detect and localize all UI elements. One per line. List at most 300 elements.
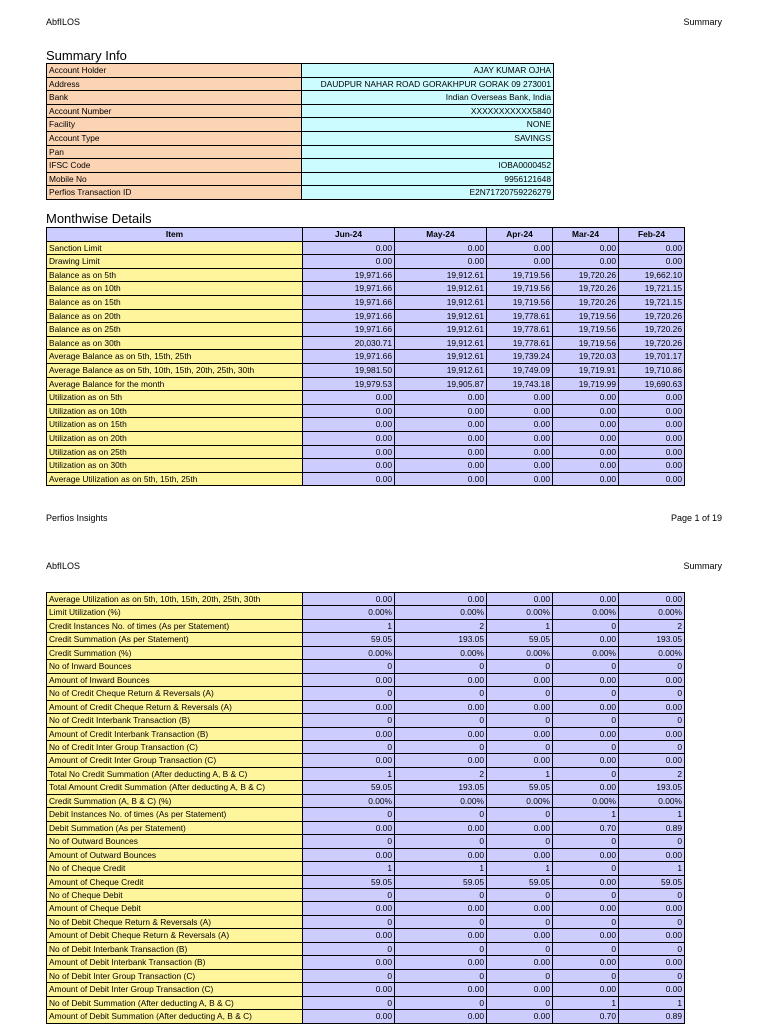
summary-info-table (46, 63, 554, 200)
row-label: Utilization as on 10th (47, 404, 303, 418)
summary-value: NONE (302, 118, 554, 132)
row-label: Sanction Limit (47, 241, 303, 255)
row-label: Average Balance for the month (47, 377, 303, 391)
row-label: Credit Summation (%) (47, 646, 303, 659)
row-value: 19,719.56 (487, 295, 553, 309)
row-value: 193.05 (619, 633, 685, 646)
table-row (47, 888, 685, 901)
row-value: 59.05 (395, 875, 487, 888)
row-value: 1 (619, 808, 685, 821)
row-label: Drawing Limit (47, 255, 303, 269)
row-value: 0 (487, 888, 553, 901)
row-value: 0 (395, 740, 487, 753)
summary-value: E2N71720759226279 (302, 186, 554, 200)
row-value: 19,719.99 (553, 377, 619, 391)
summary-label: Bank (47, 91, 302, 105)
row-value: 0 (303, 969, 395, 982)
row-value: 0.00 (395, 459, 487, 473)
table-row (47, 268, 685, 282)
row-label: No of Credit Inter Group Transaction (C) (47, 740, 303, 753)
row-value: 0 (553, 942, 619, 955)
row-value: 0.00 (619, 754, 685, 767)
summary-label: Pan (47, 145, 302, 159)
row-value: 0.00 (487, 404, 553, 418)
row-label: Balance as on 10th (47, 282, 303, 296)
row-value: 0 (395, 996, 487, 1009)
table-row (47, 459, 685, 473)
summary-value: Indian Overseas Bank, India (302, 91, 554, 105)
row-value: 0.00 (553, 241, 619, 255)
row-label: No of Cheque Debit (47, 888, 303, 901)
row-value: 0.00 (395, 445, 487, 459)
table-row (47, 983, 685, 996)
table-row (47, 687, 685, 700)
row-value: 1 (487, 767, 553, 780)
row-value: 0 (303, 687, 395, 700)
table-row (47, 445, 685, 459)
row-value: 0 (395, 835, 487, 848)
row-value: 0.00% (553, 646, 619, 659)
row-label: Debit Instances No. of times (As per Statement) (47, 808, 303, 821)
row-value: 19,710.86 (619, 363, 685, 377)
column-header: Jun-24 (303, 228, 395, 242)
row-value: 0.00 (619, 418, 685, 432)
table-row (47, 848, 685, 861)
monthwise-details-table (46, 227, 685, 486)
row-value: 0.00 (395, 956, 487, 969)
row-value: 0.00 (395, 241, 487, 255)
row-value: 0.00% (303, 646, 395, 659)
column-header: Feb-24 (619, 228, 685, 242)
row-value: 0.00 (619, 673, 685, 686)
row-label: No of Debit Interbank Transaction (B) (47, 942, 303, 955)
row-value: 0.00 (619, 983, 685, 996)
row-value: 2 (619, 619, 685, 632)
row-label: No of Debit Cheque Return & Reversals (A) (47, 915, 303, 928)
summary-row (47, 91, 554, 105)
row-value: 0.00 (619, 902, 685, 915)
column-header: Apr-24 (487, 228, 553, 242)
row-value: 0 (303, 714, 395, 727)
row-value: 0.70 (553, 1010, 619, 1023)
row-value: 0.00 (395, 754, 487, 767)
row-value: 2 (395, 619, 487, 632)
summary-row (47, 131, 554, 145)
row-value: 19,720.26 (619, 336, 685, 350)
row-value: 0.00 (395, 983, 487, 996)
row-value: 59.05 (487, 875, 553, 888)
row-value: 0.00% (303, 606, 395, 619)
row-value: 0.00% (487, 646, 553, 659)
row-value: 0.00 (553, 459, 619, 473)
row-value: 0.00 (619, 929, 685, 942)
row-value: 0.00 (303, 391, 395, 405)
row-value: 19,912.61 (395, 295, 487, 309)
table-row (47, 781, 685, 794)
row-value: 19,720.26 (619, 309, 685, 323)
row-value: 0.00 (619, 459, 685, 473)
column-header: Item (47, 228, 303, 242)
row-value: 0.00 (553, 956, 619, 969)
table-row (47, 472, 685, 486)
row-value: 0.00 (487, 956, 553, 969)
row-value: 59.05 (303, 875, 395, 888)
summary-row (47, 186, 554, 200)
row-label: Average Balance as on 5th, 10th, 15th, 20th, 25th, 30th (47, 363, 303, 377)
row-label: No of Credit Interbank Transaction (B) (47, 714, 303, 727)
row-value: 0 (553, 619, 619, 632)
summary-row (47, 118, 554, 132)
row-value: 0.00 (619, 727, 685, 740)
row-value: 19,971.66 (303, 295, 395, 309)
row-value: 0 (395, 915, 487, 928)
row-value: 0.89 (619, 821, 685, 834)
row-value: 0 (487, 808, 553, 821)
row-value: 0.00 (619, 445, 685, 459)
row-value: 0.00 (303, 255, 395, 269)
row-label: Amount of Credit Interbank Transaction (B) (47, 727, 303, 740)
row-value: 0 (395, 888, 487, 901)
row-value: 19,720.26 (553, 282, 619, 296)
row-label: No of Outward Bounces (47, 835, 303, 848)
row-value: 19,778.61 (487, 323, 553, 337)
row-value: 19,912.61 (395, 336, 487, 350)
row-value: 0.00 (303, 848, 395, 861)
table-row (47, 282, 685, 296)
row-value: 193.05 (395, 633, 487, 646)
monthwise-details-title: Monthwise Details (46, 211, 152, 226)
row-value: 0.00 (553, 875, 619, 888)
row-value: 0.00 (553, 445, 619, 459)
table-row (47, 915, 685, 928)
row-value: 0 (487, 687, 553, 700)
row-value: 0.00 (553, 633, 619, 646)
row-value: 19,720.03 (553, 350, 619, 364)
summary-label: Perfios Transaction ID (47, 186, 302, 200)
row-value: 0.00 (553, 593, 619, 606)
row-value: 0.00 (395, 727, 487, 740)
row-value: 0.00 (553, 929, 619, 942)
row-value: 0 (487, 942, 553, 955)
table-row (47, 660, 685, 673)
summary-row (47, 77, 554, 91)
row-label: Total Amount Credit Summation (After deducting A, B & C) (47, 781, 303, 794)
summary-label: Address (47, 77, 302, 91)
row-value: 0.00% (487, 794, 553, 807)
row-value: 59.05 (487, 633, 553, 646)
table-row (47, 418, 685, 432)
table-row (47, 767, 685, 780)
row-value: 0.00 (619, 431, 685, 445)
row-value: 0 (619, 969, 685, 982)
row-value: 19,971.66 (303, 309, 395, 323)
row-value: 0 (487, 740, 553, 753)
row-label: Amount of Outward Bounces (47, 848, 303, 861)
row-label: Amount of Credit Inter Group Transaction (C) (47, 754, 303, 767)
row-value: 19,719.56 (553, 309, 619, 323)
row-value: 59.05 (487, 781, 553, 794)
row-value: 19,912.61 (395, 268, 487, 282)
row-value: 0.00% (619, 646, 685, 659)
row-value: 0.00 (487, 983, 553, 996)
row-label: Amount of Credit Cheque Return & Reversals (A) (47, 700, 303, 713)
page1-footer-right: Page 1 of 19 (670, 513, 722, 523)
row-value: 0.00 (553, 255, 619, 269)
summary-value: 9956121648 (302, 172, 554, 186)
row-value: 0.00 (487, 472, 553, 486)
row-value: 0.00 (395, 391, 487, 405)
row-value: 0.00 (487, 445, 553, 459)
row-value: 0 (619, 915, 685, 928)
row-value: 0 (553, 969, 619, 982)
row-value: 0.00 (553, 700, 619, 713)
summary-label: IFSC Code (47, 159, 302, 173)
table-row (47, 404, 685, 418)
row-value: 2 (395, 767, 487, 780)
row-label: Utilization as on 25th (47, 445, 303, 459)
table-row (47, 309, 685, 323)
row-value: 0 (303, 888, 395, 901)
table-row (47, 391, 685, 405)
row-label: Credit Instances No. of times (As per Statement) (47, 619, 303, 632)
table-row (47, 862, 685, 875)
row-value: 19,719.56 (487, 268, 553, 282)
row-label: No of Credit Cheque Return & Reversals (A) (47, 687, 303, 700)
page2-header-right: Summary (683, 561, 722, 571)
table-row (47, 727, 685, 740)
row-value: 0 (303, 942, 395, 955)
row-value: 19,912.61 (395, 363, 487, 377)
row-value: 0 (395, 942, 487, 955)
table-row (47, 821, 685, 834)
row-value: 0 (487, 660, 553, 673)
row-value: 0 (553, 767, 619, 780)
row-value: 19,743.18 (487, 377, 553, 391)
row-value: 0.00 (395, 404, 487, 418)
row-value: 0.00 (303, 700, 395, 713)
row-value: 0 (553, 862, 619, 875)
row-value: 0.00 (487, 848, 553, 861)
row-value: 0.00 (395, 929, 487, 942)
row-value: 0.00 (487, 673, 553, 686)
table-row (47, 673, 685, 686)
row-value: 0.00 (395, 431, 487, 445)
row-value: 0.00 (553, 391, 619, 405)
row-label: Amount of Cheque Credit (47, 875, 303, 888)
row-value: 19,971.66 (303, 268, 395, 282)
summary-value: AJAY KUMAR OJHA (302, 64, 554, 78)
table-row (47, 619, 685, 632)
summary-label: Account Holder (47, 64, 302, 78)
row-value: 0.00 (619, 255, 685, 269)
table-row (47, 1010, 685, 1023)
row-value: 0.00 (487, 418, 553, 432)
row-value: 0 (619, 835, 685, 848)
row-value: 0.00 (303, 445, 395, 459)
table-row (47, 996, 685, 1009)
page1-header-left: AbfILOS (46, 17, 81, 27)
row-value: 0.00 (303, 821, 395, 834)
summary-info-title: Summary Info (46, 48, 127, 63)
table-row (47, 794, 685, 807)
row-label: Utilization as on 20th (47, 431, 303, 445)
row-value: 2 (619, 767, 685, 780)
row-value: 0 (553, 888, 619, 901)
row-value: 0.00 (487, 754, 553, 767)
row-value: 1 (487, 619, 553, 632)
row-value: 59.05 (619, 875, 685, 888)
row-label: Average Utilization as on 5th, 15th, 25th (47, 472, 303, 486)
row-value: 0 (303, 996, 395, 1009)
row-value: 20,030.71 (303, 336, 395, 350)
row-value: 0.00 (395, 1010, 487, 1023)
row-label: Amount of Debit Interbank Transaction (B) (47, 956, 303, 969)
row-label: Amount of Cheque Debit (47, 902, 303, 915)
row-value: 193.05 (619, 781, 685, 794)
row-value: 0.00 (619, 241, 685, 255)
row-value: 0.00 (303, 1010, 395, 1023)
row-value: 59.05 (303, 781, 395, 794)
row-value: 0 (619, 714, 685, 727)
row-value: 0.00 (303, 472, 395, 486)
row-label: No of Inward Bounces (47, 660, 303, 673)
row-value: 19,912.61 (395, 350, 487, 364)
row-value: 19,971.66 (303, 323, 395, 337)
summary-label: Mobile No (47, 172, 302, 186)
row-value: 0.00 (487, 391, 553, 405)
row-value: 0 (487, 714, 553, 727)
table-row (47, 754, 685, 767)
row-value: 0.00 (553, 754, 619, 767)
row-value: 19,719.56 (553, 323, 619, 337)
row-value: 0.00 (303, 404, 395, 418)
row-value: 0.00 (619, 848, 685, 861)
table-row (47, 646, 685, 659)
row-value: 193.05 (395, 781, 487, 794)
row-label: Utilization as on 5th (47, 391, 303, 405)
table-row (47, 431, 685, 445)
row-label: Amount of Inward Bounces (47, 673, 303, 686)
row-label: No of Debit Inter Group Transaction (C) (47, 969, 303, 982)
summary-row (47, 64, 554, 78)
table-row (47, 929, 685, 942)
row-value: 0 (619, 888, 685, 901)
row-value: 0.00 (553, 472, 619, 486)
row-value: 0 (619, 687, 685, 700)
row-value: 0 (553, 740, 619, 753)
row-label: Balance as on 20th (47, 309, 303, 323)
row-value: 0.00 (395, 902, 487, 915)
row-value: 19,701.17 (619, 350, 685, 364)
row-label: Total No Credit Summation (After deducting A, B & C) (47, 767, 303, 780)
row-value: 0.00 (619, 593, 685, 606)
summary-value: SAVINGS (302, 131, 554, 145)
row-value: 0.00 (303, 929, 395, 942)
row-value: 19,749.09 (487, 363, 553, 377)
row-value: 0.00% (487, 606, 553, 619)
row-value: 0.00% (619, 794, 685, 807)
row-label: Debit Summation (As per Statement) (47, 821, 303, 834)
row-value: 59.05 (303, 633, 395, 646)
row-value: 1 (619, 862, 685, 875)
row-value: 0 (553, 835, 619, 848)
table-row (47, 606, 685, 619)
row-value: 0.00 (553, 431, 619, 445)
row-value: 0 (395, 660, 487, 673)
row-value: 0 (487, 915, 553, 928)
table-row (47, 942, 685, 955)
row-value: 0.00 (487, 431, 553, 445)
column-header: Mar-24 (553, 228, 619, 242)
row-label: Utilization as on 30th (47, 459, 303, 473)
row-value: 1 (619, 996, 685, 1009)
row-value: 0.00 (303, 593, 395, 606)
row-value: 19,721.15 (619, 295, 685, 309)
summary-value: IOBA0000452 (302, 159, 554, 173)
summary-value: XXXXXXXXXXX5840 (302, 104, 554, 118)
row-value: 0.00 (303, 241, 395, 255)
row-value: 19,719.91 (553, 363, 619, 377)
row-value: 0.00 (619, 391, 685, 405)
row-value: 0 (395, 687, 487, 700)
summary-label: Facility (47, 118, 302, 132)
row-value: 19,971.66 (303, 282, 395, 296)
table-row (47, 241, 685, 255)
row-label: Credit Summation (A, B & C) (%) (47, 794, 303, 807)
row-value: 0 (487, 835, 553, 848)
row-value: 19,739.24 (487, 350, 553, 364)
summary-row (47, 159, 554, 173)
row-value: 0 (619, 660, 685, 673)
row-value: 0 (553, 660, 619, 673)
row-value: 0.00 (619, 472, 685, 486)
summary-value (302, 145, 554, 159)
row-value: 19,720.26 (553, 268, 619, 282)
row-value: 0.00 (487, 593, 553, 606)
table-row (47, 377, 685, 391)
row-value: 0 (303, 740, 395, 753)
row-value: 0.00 (487, 821, 553, 834)
row-label: No of Debit Summation (After deducting A, B & C) (47, 996, 303, 1009)
row-value: 0.00% (395, 794, 487, 807)
row-value: 0 (553, 687, 619, 700)
table-row (47, 714, 685, 727)
row-value: 19,981.50 (303, 363, 395, 377)
row-value: 19,912.61 (395, 309, 487, 323)
row-value: 0.00 (303, 983, 395, 996)
row-label: No of Cheque Credit (47, 862, 303, 875)
row-value: 19,719.56 (487, 282, 553, 296)
column-header: May-24 (395, 228, 487, 242)
summary-label: Account Number (47, 104, 302, 118)
row-label: Credit Summation (As per Statement) (47, 633, 303, 646)
row-value: 0.00 (303, 431, 395, 445)
table-row (47, 740, 685, 753)
row-value: 1 (395, 862, 487, 875)
row-value: 19,719.56 (553, 336, 619, 350)
row-value: 1 (553, 996, 619, 1009)
table-row (47, 835, 685, 848)
row-value: 0.00 (487, 255, 553, 269)
monthwise-details-continued-table (46, 592, 685, 1024)
row-value: 1 (553, 808, 619, 821)
row-value: 0.00 (303, 673, 395, 686)
table-row (47, 255, 685, 269)
row-value: 0.00 (487, 1010, 553, 1023)
row-value: 0.00 (553, 404, 619, 418)
summary-row (47, 104, 554, 118)
row-value: 1 (303, 767, 395, 780)
